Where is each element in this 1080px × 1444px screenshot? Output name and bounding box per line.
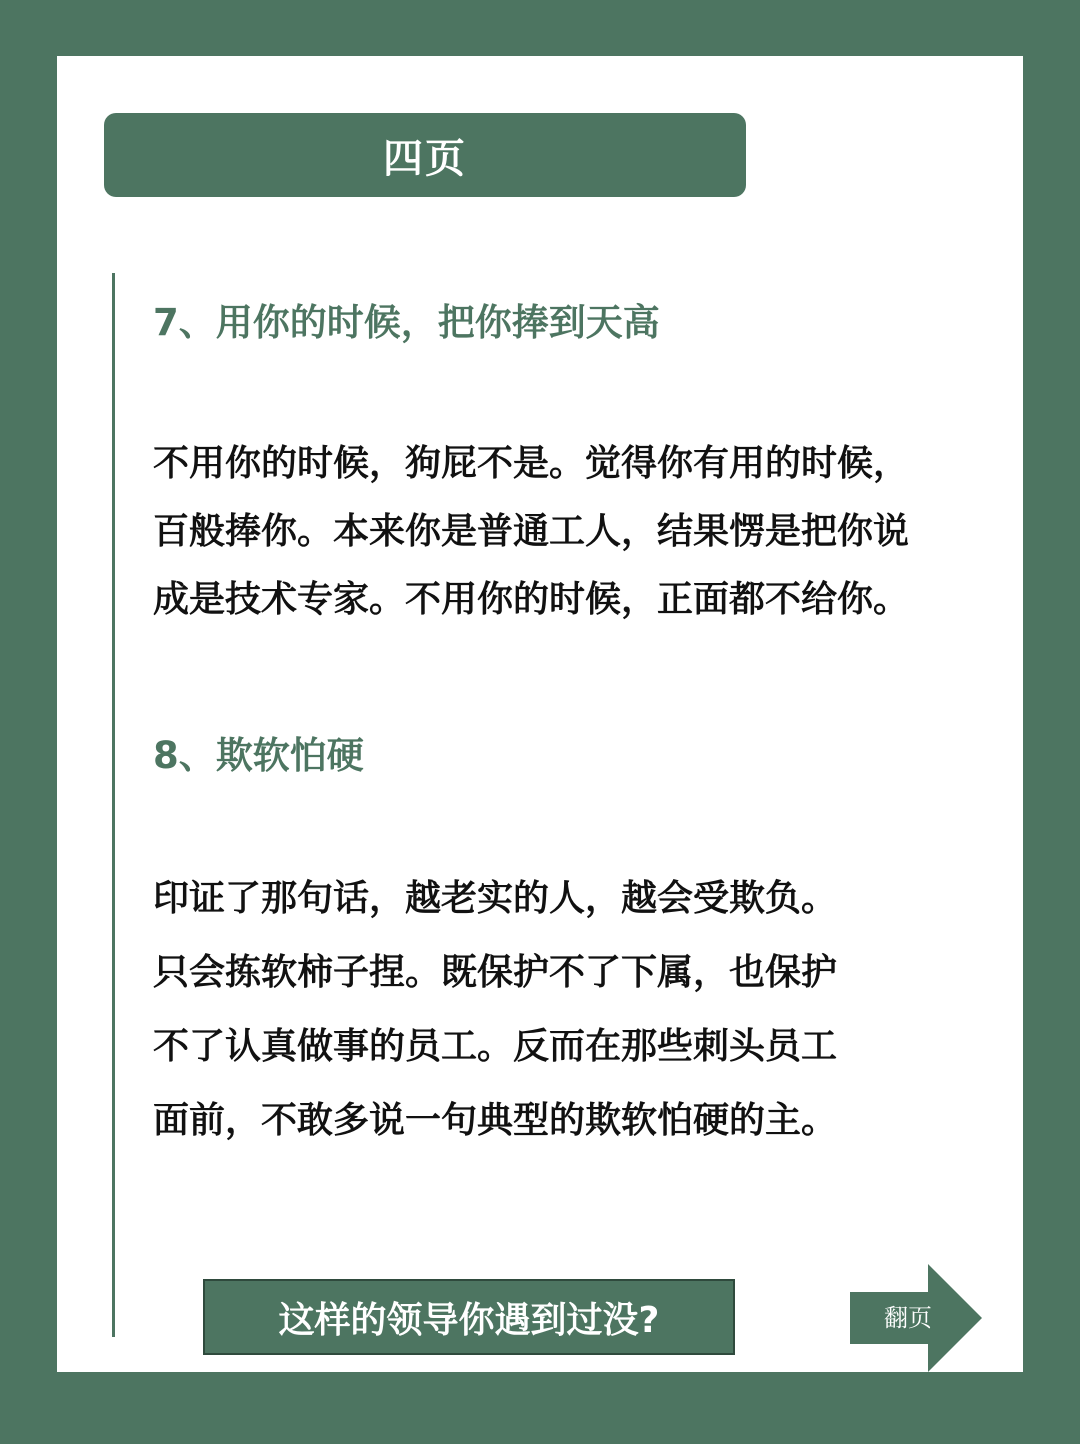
body-line: 百般捧你。本来你是普通工人，结果愣是把你说 bbox=[153, 511, 910, 552]
body-line: 不用你的时候，狗屁不是。觉得你有用的时候， bbox=[153, 443, 910, 484]
body-line: 只会拣软柿子捏。既保护不了下属，也保护 bbox=[153, 952, 838, 993]
body-line: 不了认真做事的员工。反而在那些刺头员工 bbox=[153, 1026, 838, 1067]
question-label: 这样的领导你遇到过没? bbox=[278, 1299, 660, 1341]
section-heading-7: 7、用你的时候，把你捧到天高 bbox=[153, 301, 660, 344]
page-title: 四页 bbox=[383, 135, 467, 182]
left-accent-line bbox=[112, 273, 115, 1337]
page-title-banner bbox=[104, 113, 746, 197]
section-heading-8: 8、欺软怕硬 bbox=[153, 734, 364, 777]
section-body-7 bbox=[153, 430, 983, 634]
body-line: 面前，不敢多说一句典型的欺软怕硬的主。 bbox=[153, 1100, 838, 1141]
content-card bbox=[57, 56, 1023, 1372]
section-body-8 bbox=[153, 862, 983, 1158]
body-line: 成是技术专家。不用你的时候，正面都不给你。 bbox=[153, 579, 910, 620]
next-page-button[interactable] bbox=[850, 1264, 982, 1372]
body-line: 印证了那句话，越老实的人，越会受欺负。 bbox=[153, 878, 838, 919]
next-page-label: 翻页 bbox=[884, 1304, 932, 1332]
question-button[interactable] bbox=[203, 1279, 735, 1355]
